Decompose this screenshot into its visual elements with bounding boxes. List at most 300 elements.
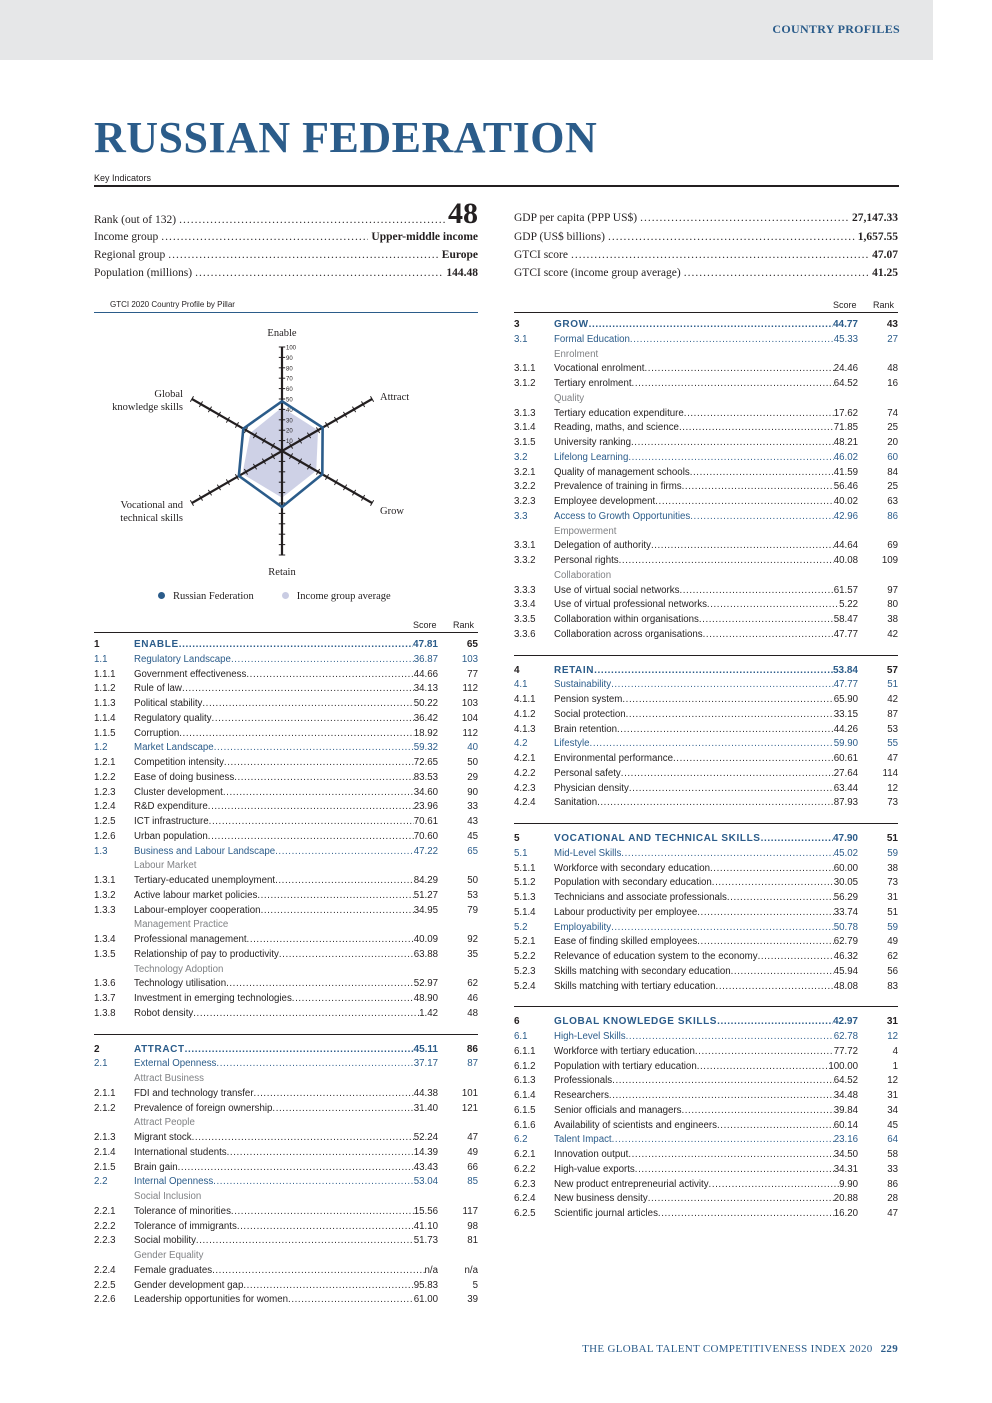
row-name: [134, 1249, 438, 1264]
row-label: Formal Education: [554, 333, 630, 345]
row-code: 3.1.3: [514, 407, 536, 419]
leader-dots: [224, 756, 414, 771]
row-code: 6.1.6: [514, 1119, 536, 1131]
row-score: n/a: [424, 1264, 438, 1276]
row-name: [134, 1072, 438, 1087]
leader-dots: [611, 921, 834, 936]
row-name: [134, 1205, 438, 1220]
row-name: [554, 613, 858, 628]
row-rank: 63: [887, 496, 898, 507]
row-name: [554, 1192, 858, 1207]
row-code: 1.2.4: [94, 801, 116, 813]
row-score: 46.02: [833, 451, 858, 463]
row-score: 59.90: [833, 738, 858, 750]
row-score: 56.29: [833, 892, 858, 903]
row-name: [554, 421, 858, 436]
row-score: 52.97: [413, 978, 438, 990]
section-rule: [514, 823, 898, 824]
row-label: Personal rights: [554, 555, 619, 566]
row-label: Brain gain: [134, 1161, 178, 1173]
left-indicator-table: [94, 638, 478, 1308]
row-label: Political stability: [134, 698, 203, 709]
row-score: 1.42: [419, 1007, 438, 1019]
leader-dots: [272, 1102, 413, 1117]
row-rank: 97: [887, 584, 898, 596]
row-label: Quality of management schools: [554, 466, 690, 478]
leader-dots: [699, 613, 834, 628]
group-heading-row: [514, 569, 898, 584]
row-rank: 28: [887, 1193, 898, 1205]
leader-dots: [758, 950, 834, 965]
leader-dots: [292, 992, 414, 1007]
row-score: 47.77: [833, 679, 858, 691]
row-code: 4.1.1: [514, 694, 536, 705]
row-code: 6.2.3: [514, 1178, 536, 1190]
indicator-row: [94, 977, 478, 992]
row-rank: 73: [887, 877, 898, 889]
row-label: Vocational enrolment: [554, 363, 645, 375]
row-label: Tertiary enrolment: [554, 378, 632, 389]
row-rank: 29: [467, 771, 478, 783]
row-rank: 4: [892, 1045, 898, 1057]
row-rank: 51: [887, 679, 898, 691]
row-score: 34.60: [413, 786, 438, 798]
leader-dots: [612, 1074, 834, 1089]
row-score: 23.16: [833, 1134, 858, 1146]
row-code: 4.2.4: [514, 797, 536, 809]
indicator-row: [514, 876, 898, 891]
row-name: [134, 1087, 438, 1102]
row-rank: 38: [887, 862, 898, 874]
section-spacer: [514, 811, 898, 823]
row-code: 3.3.6: [514, 628, 536, 640]
row-score: 53.84: [832, 664, 858, 676]
row-score: 48.21: [833, 437, 858, 448]
indicator-row: [94, 1220, 478, 1235]
row-label: Availability of scientists and engineers: [554, 1119, 717, 1131]
row-score: 15.56: [413, 1205, 438, 1217]
group-heading-row: [514, 392, 898, 407]
row-name: [554, 693, 858, 708]
leader-dots: [697, 935, 834, 950]
leader-dots: [682, 480, 834, 495]
row-rank: 112: [462, 727, 478, 739]
leader-dots: [594, 664, 833, 679]
row-name: [554, 525, 858, 540]
leader-dots: [193, 1007, 419, 1022]
row-label: Collaboration within organisations: [554, 614, 699, 625]
row-code: 3.3.1: [514, 540, 536, 552]
indicator-row: [94, 712, 478, 727]
leader-dots: [185, 1043, 414, 1058]
row-score: 64.52: [833, 378, 858, 389]
row-label: Attract People: [134, 1117, 195, 1129]
row-code: 2.2.3: [94, 1235, 116, 1247]
row-code: 1.3.8: [94, 1007, 116, 1019]
row-label: Collaboration: [554, 569, 612, 581]
row-label: Relevance of education system to the economy: [554, 951, 758, 962]
row-label: New product entrepreneurial activity: [554, 1178, 709, 1190]
radar-axis-label: Retain: [268, 567, 296, 578]
row-code: 1.2.3: [94, 786, 116, 798]
row-label: Labour Market: [134, 860, 197, 872]
row-code: 5.2: [514, 921, 528, 933]
row-label: Tolerance of minorities: [134, 1205, 231, 1217]
leader-dots: [648, 1192, 834, 1207]
row-label: Market Landscape: [134, 742, 214, 754]
row-name: [134, 977, 438, 992]
row-label: Social Inclusion: [134, 1191, 202, 1202]
indicator-row: [94, 1146, 478, 1161]
row-rank: 92: [467, 934, 478, 945]
row-label: Innovation output: [554, 1149, 629, 1160]
leader-dots: [619, 554, 834, 569]
group-heading-row: [94, 1116, 478, 1131]
sub-pillar-row: [514, 678, 898, 693]
row-name: [554, 796, 858, 811]
row-label: VOCATIONAL AND TECHNICAL SKILLS: [554, 833, 761, 844]
indicator-row: [514, 1119, 898, 1134]
row-rank: 117: [462, 1205, 478, 1217]
row-code: 1.3.4: [94, 934, 116, 945]
row-rank: 43: [886, 319, 898, 330]
indicator-row: [514, 466, 898, 481]
leader-dots: [690, 510, 834, 525]
row-code: 2.1.1: [94, 1087, 116, 1099]
row-name: [554, 451, 858, 466]
row-score: 71.85: [833, 422, 858, 434]
row-name: [134, 815, 438, 830]
row-name: [134, 1279, 438, 1294]
row-code: 5.2.4: [514, 980, 536, 992]
row-name: [134, 1146, 438, 1161]
row-rank: 65: [466, 639, 478, 650]
leader-dots: [612, 1133, 834, 1148]
row-rank: 12: [887, 1031, 898, 1042]
row-code: 4.2.2: [514, 767, 536, 779]
row-score: 62.78: [833, 1031, 858, 1042]
indicator-row: [94, 800, 478, 815]
row-code: 1.2.1: [94, 757, 116, 768]
indicator-row: [94, 904, 478, 919]
row-code: 6.2.1: [514, 1149, 536, 1160]
row-label: International students: [134, 1146, 227, 1158]
leader-dots: [626, 708, 834, 723]
row-code: 1.3.6: [94, 978, 116, 990]
row-code: 1.1: [94, 653, 108, 665]
leader-dots: [703, 628, 834, 643]
row-rank: 84: [887, 466, 898, 478]
row-code: 3.1: [514, 333, 528, 345]
row-rank: 51: [886, 833, 898, 844]
leader-dots: [679, 584, 833, 599]
row-score: 27.64: [833, 767, 858, 779]
leader-dots: [192, 1131, 414, 1146]
radar-axis-label: Enable: [267, 328, 297, 339]
right-rank-header: Rank: [873, 300, 895, 310]
row-score: 33.74: [833, 906, 858, 918]
row-label: High-Level Skills: [554, 1031, 626, 1042]
radar-legend: [158, 591, 391, 602]
row-code: 4.2: [514, 738, 528, 750]
row-code: 2.2.6: [94, 1294, 116, 1306]
row-rank: 103: [461, 653, 478, 665]
row-rank: 55: [887, 738, 898, 750]
row-rank: 49: [887, 936, 898, 948]
row-rank: 101: [461, 1087, 478, 1099]
row-rank: 85: [467, 1176, 478, 1188]
row-code: 5.1.3: [514, 892, 536, 903]
row-name: [554, 752, 858, 767]
row-code: 3.1.2: [514, 378, 536, 389]
row-label: GLOBAL KNOWLEDGE SKILLS: [554, 1016, 718, 1028]
row-score: 36.87: [413, 653, 438, 665]
row-name: [134, 992, 438, 1007]
leader-dots: [247, 933, 414, 948]
row-score: 70.60: [413, 830, 438, 842]
row-rank: 69: [887, 540, 898, 552]
row-name: [134, 1043, 438, 1058]
row-rank: 46: [467, 993, 478, 1004]
sub-pillar-row: [514, 847, 898, 862]
leader-dots: [622, 693, 833, 708]
row-score: 47.77: [833, 628, 858, 640]
row-label: Internal Openness: [134, 1176, 214, 1188]
row-rank: 31: [886, 1016, 898, 1028]
leader-dots: [697, 906, 834, 921]
row-name: [554, 539, 858, 554]
row-code: 3.1.1: [514, 363, 536, 375]
row-name: [134, 1293, 438, 1308]
row-rank: 114: [882, 767, 898, 779]
row-rank: 25: [887, 481, 898, 493]
row-code: 2.2.2: [94, 1220, 116, 1232]
leader-dots: [279, 948, 414, 963]
row-name: [554, 1133, 858, 1148]
row-label: Active labour market policies: [134, 889, 258, 901]
row-score: 62.79: [833, 936, 858, 948]
row-label: Technology Adoption: [134, 963, 224, 975]
row-rank: 53: [887, 723, 898, 735]
row-score: 87.93: [833, 797, 858, 809]
leader-dots: [246, 668, 413, 683]
indicator-gdp-per-capita: GDP per capita (PPP US$) ..... 27,147.33: [514, 212, 898, 224]
row-score: 34.50: [833, 1149, 858, 1160]
row-code: 2.1.4: [94, 1146, 116, 1158]
row-name: [554, 392, 858, 407]
row-label: Skills matching with secondary education: [554, 965, 731, 977]
leader-dots: [597, 796, 834, 811]
indicator-population: Population (millions) ..... 144.48: [94, 267, 478, 279]
row-score: 51.27: [413, 889, 438, 901]
row-score: 43.43: [413, 1161, 438, 1173]
row-name: [554, 847, 858, 862]
row-rank: 27: [887, 333, 898, 345]
leader-dots: [629, 782, 834, 797]
row-code: 1.1.3: [94, 698, 116, 709]
radar-axis-label: Global: [154, 389, 183, 400]
row-score: 31.40: [413, 1102, 438, 1114]
indicator-row: [514, 708, 898, 723]
row-code: 1.3.2: [94, 889, 116, 901]
row-rank: 45: [467, 830, 478, 842]
leader-dots: [761, 832, 833, 847]
row-code: 1.3.5: [94, 948, 116, 960]
legend-group: Income group average: [282, 591, 391, 602]
row-name: [554, 628, 858, 643]
row-label: Attract Business: [134, 1073, 204, 1084]
leader-dots: [179, 727, 414, 742]
row-score: 70.61: [413, 816, 438, 827]
row-label: Researchers: [554, 1090, 609, 1101]
leader-dots: [209, 815, 414, 830]
row-name: [554, 980, 858, 995]
row-name: [134, 786, 438, 801]
leader-dots: [261, 904, 414, 919]
row-name: [134, 1007, 438, 1022]
right-table-rule: [514, 312, 898, 313]
indicator-row: [94, 771, 478, 786]
row-code: 1.1.2: [94, 683, 116, 695]
indicator-row: [514, 628, 898, 643]
row-score: 36.42: [413, 712, 438, 724]
row-rank: 59: [887, 847, 898, 859]
indicator-row: [94, 697, 478, 712]
row-score: 63.88: [413, 948, 438, 960]
legend-country-dot: [158, 592, 165, 599]
indicator-row: [514, 407, 898, 422]
row-code: 1.1.5: [94, 727, 116, 739]
row-score: 34.95: [413, 904, 438, 916]
row-name: [554, 832, 858, 847]
leader-dots: [223, 786, 414, 801]
radar-tick-label: 30: [286, 418, 293, 425]
row-label: Professional management: [134, 934, 247, 945]
row-name: [554, 362, 858, 377]
leader-dots: [621, 767, 834, 782]
row-rank: 64: [887, 1134, 898, 1146]
row-label: Technology utilisation: [134, 978, 227, 990]
leader-dots: [628, 451, 833, 466]
sub-pillar-row: [514, 510, 898, 525]
row-rank: 48: [467, 1007, 478, 1019]
row-label: Employability: [554, 921, 612, 933]
row-rank: 121: [461, 1102, 478, 1114]
group-heading-row: [94, 1072, 478, 1087]
row-rank: 79: [467, 904, 478, 916]
row-label: FDI and technology transfer: [134, 1087, 254, 1099]
row-label: Environmental performance: [554, 753, 673, 764]
pillar-row: [514, 1015, 898, 1030]
row-code: 4.2.3: [514, 782, 536, 794]
row-rank: 43: [467, 816, 478, 827]
row-score: 14.39: [413, 1146, 438, 1158]
row-score: 40.09: [413, 934, 438, 945]
row-code: 5.2.3: [514, 965, 536, 977]
row-code: 3.3: [514, 510, 528, 522]
row-rank: 77: [467, 668, 478, 680]
row-name: [134, 918, 438, 933]
row-rank: 42: [887, 628, 898, 640]
sub-pillar-row: [514, 451, 898, 466]
group-heading-row: [94, 918, 478, 933]
left-rank-header: Rank: [453, 620, 475, 630]
row-code: 4: [514, 664, 520, 676]
row-code: 2.1.2: [94, 1102, 116, 1114]
radar-tick-label: 40: [286, 407, 293, 414]
row-label: Government effectiveness: [134, 668, 247, 680]
row-label: R&D expenditure: [134, 801, 208, 813]
leader-dots: [731, 965, 834, 980]
row-label: High-value exports: [554, 1163, 635, 1175]
row-score: 72.65: [413, 757, 438, 768]
row-rank: 31: [887, 1090, 898, 1101]
leader-dots: [681, 1104, 833, 1119]
radar-tick-label: 60: [286, 387, 293, 394]
indicator-row: [514, 613, 898, 628]
leader-dots: [717, 1015, 833, 1030]
row-score: 83.53: [413, 771, 438, 783]
radar-tick-label: 90: [286, 355, 293, 362]
row-name: [554, 1030, 858, 1045]
pillar-row: [514, 832, 898, 847]
row-rank: 56: [887, 965, 898, 977]
row-score: 42.96: [833, 510, 858, 522]
row-name: [134, 653, 438, 668]
row-label: Technicians and associate professionals: [554, 892, 727, 903]
row-rank: 74: [887, 407, 898, 419]
row-name: [554, 965, 858, 980]
section-spacer: [514, 643, 898, 655]
indicator-row: [514, 767, 898, 782]
row-label: Sustainability: [554, 679, 612, 691]
row-code: 5.1.1: [514, 862, 536, 874]
row-code: 1.2.2: [94, 771, 116, 783]
radar-tick-label: 100: [286, 345, 297, 352]
row-label: Senior officials and managers: [554, 1104, 682, 1116]
leader-dots: [179, 638, 413, 653]
row-name: [554, 678, 858, 693]
row-label: Access to Growth Opportunities: [554, 510, 691, 522]
indicator-row: [94, 1131, 478, 1146]
leader-dots: [196, 1234, 414, 1249]
row-rank: 62: [467, 978, 478, 990]
row-score: 18.92: [413, 727, 438, 739]
indicator-rank: Rank (out of 132) ..... 48: [94, 198, 478, 226]
row-rank: 62: [887, 951, 898, 962]
row-name: [554, 950, 858, 965]
row-label: Migrant stock: [134, 1132, 192, 1143]
row-name: [554, 1178, 858, 1193]
row-name: [134, 800, 438, 815]
group-heading-row: [514, 525, 898, 540]
row-code: 3.2.3: [514, 496, 536, 507]
row-score: 30.05: [833, 877, 858, 889]
row-rank: 47: [887, 753, 898, 764]
row-name: [134, 1161, 438, 1176]
row-rank: 38: [887, 614, 898, 625]
leader-dots: [227, 1146, 414, 1161]
radar-title: GTCI 2020 Country Profile by Pillar: [110, 300, 235, 309]
indicator-row: [94, 668, 478, 683]
row-name: [554, 935, 858, 950]
leader-dots: [611, 678, 834, 693]
row-rank: 12: [887, 1075, 898, 1087]
row-score: 50.78: [833, 921, 858, 933]
row-code: 2.2.4: [94, 1264, 116, 1276]
row-code: 4.1.3: [514, 723, 536, 735]
row-code: 6.1.4: [514, 1090, 536, 1101]
